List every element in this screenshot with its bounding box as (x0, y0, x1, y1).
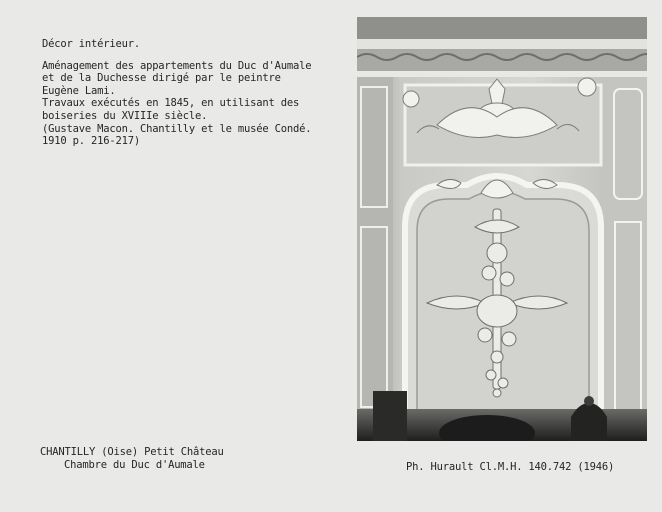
caption-title: Décor intérieur. (42, 38, 140, 50)
caption-line: Travaux exécutés en 1845, en utilisant des (42, 97, 300, 110)
caption-line: (Gustave Macon. Chantilly et le musée Condé. (42, 122, 312, 135)
caption-line: Eugène Lami. (42, 84, 116, 97)
caption-line: Aménagement des appartements du Duc d'Aumale (42, 59, 312, 72)
photo-credit: Ph. Hurault Cl.M.H. 140.742 (1946) (406, 461, 615, 473)
boiserie-photograph (357, 17, 647, 441)
location-line-2: Chambre du Duc d'Aumale (64, 458, 205, 471)
caption-line: boiseries du XVIIIe siècle. (42, 109, 208, 122)
caption-line: 1910 p. 216-217) (42, 135, 140, 148)
location-line-1: CHANTILLY (Oise) Petit Château (40, 446, 224, 458)
caption-line: et de la Duchesse dirigé par le peintre (42, 72, 281, 85)
description-caption (42, 38, 342, 148)
location-label (40, 446, 224, 471)
boiserie-illustration (357, 17, 647, 441)
